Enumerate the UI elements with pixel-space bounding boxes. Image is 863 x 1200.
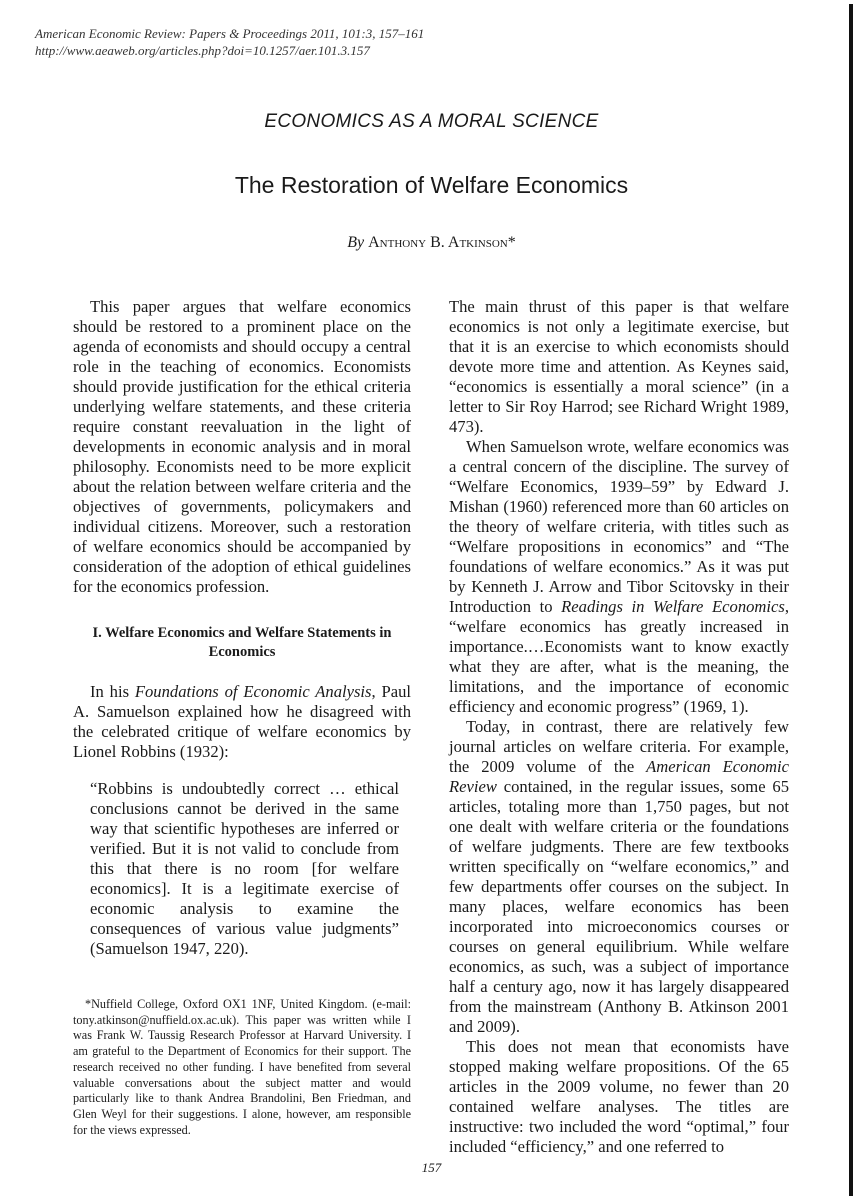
abstract: This paper argues that welfare economics should be restored to a prominent place on the agenda of economists and should occupy a central role in the teaching of economics. Economists should provide justification for the ethical criteria underlying welfare statements, and these criteria require constant reevaluation in the light of developments in economic analysis and in moral philosophy. Economists need to be more explicit about the relation between welfare criteria and the objectives of governments, policymakers and individual citizens. Moreover, such a restoration of welfare economics should be accompanied by consideration of the adoption of ethical guidelines for the economics profession.: [73, 297, 411, 596]
left-column: [73, 297, 411, 1138]
footnote: [73, 997, 411, 1138]
section-heading: I. Welfare Economics and Welfare Statements in Economics: [92, 625, 392, 660]
section-paragraph: In his Foundations of Economic Analysis, Paul A. Samuelson explained how he disagreed with the celebrated critique of welfare economics by Lionel Robbins (1932):: [73, 682, 411, 761]
byline-by: By: [347, 234, 365, 251]
paragraph-3: Today, in contrast, there are relatively few journal articles on welfare criteria. For example, the 2009 volume of the American Economic Review contained, in the regular issues, some 65 articles, totaling more than 1,750 pages, but not one dealt with welfare criteria or the foundations of welfare judgments. There are few textbooks written specifically on “welfare economics,” and few departments offer courses on the subject. In many places, welfare economics has been incorporated into microeconomics courses or courses on general equilibrium. While welfare economics, as such, was a subject of importance half a century ago, now it has largely disappeared from the mainstream (Anthony B. Atkinson 2001 and 2009).: [449, 717, 790, 1036]
byline: [0, 234, 863, 252]
page-number: 157: [421, 1160, 442, 1175]
paragraph-4: This does not mean that economists have stopped making welfare propositions. Of the 65 articles in the 2009 volume, no fewer than 20 contained welfare analyses. The titles are instructive: two included the word “optimal,” four included “efficiency,” and one referred to: [449, 1037, 789, 1156]
author-name: Anthony B. Atkinson*: [368, 234, 516, 251]
article-title: The Restoration of Welfare Economics: [234, 172, 629, 198]
journal-citation: American Economic Review: Papers & Proceedings 2011, 101:3, 157–161: [35, 26, 425, 41]
doi-link[interactable]: http://www.aeaweb.org/articles.php?doi=10.1257/aer.101.3.157: [35, 43, 370, 58]
right-column: [449, 297, 789, 1157]
section-kicker: ECONOMICS AS A MORAL SCIENCE: [264, 111, 599, 132]
footnote-text: *Nuffield College, Oxford OX1 1NF, United Kingdom. (e-mail: tony.atkinson@nuffield.ox.ac.uk). This paper was written while I was Frank W. Taussig Research Professor at Harvard University. I am grateful to the Department of Economics for their support. The research received no other funding. I have benefited from several valuable conversations about the subject matter and would particularly like to thank Andrea Brandolini, Ben Friedman, and Glen Weyl for their suggestions. I alone, however, am responsible for the views expressed.: [73, 997, 411, 1137]
paragraph-1: The main thrust of this paper is that welfare economics is not only a legitimate exercise, but that it is an exercise to which economists should devote more time and attention. As Keynes said, “economics is essentially a moral science” (in a letter to Sir Roy Harrod; see Richard Wright 1989, 473).: [449, 297, 789, 436]
block-quote: “Robbins is undoubtedly correct … ethical conclusions cannot be derived in the same way that scientific hypotheses are inferred or verified. But it is not valid to conclude from this that there is no room [for welfare economics]. It is a legitimate exercise of economic analysis to examine the consequences of various value judgments” (Samuelson 1947, 220).: [90, 779, 399, 958]
paragraph-2: When Samuelson wrote, welfare economics was a central concern of the discipline. The survey of “Welfare Economics, 1939–59” by Edward J. Mishan (1960) referenced more than 60 articles on the theory of welfare criteria, with titles such as “Welfare propositions in economics” and “The foundations of welfare economics.” As it was put by Kenneth J. Arrow and Tibor Scitovsky in their Introduction to Readings in Welfare Economics, “welfare economics has greatly increased in importance.…Economists want to know exactly what they are after, what is the meaning, the limitations, and the importance of economic efficiency and economic progress” (1969, 1).: [449, 437, 789, 716]
